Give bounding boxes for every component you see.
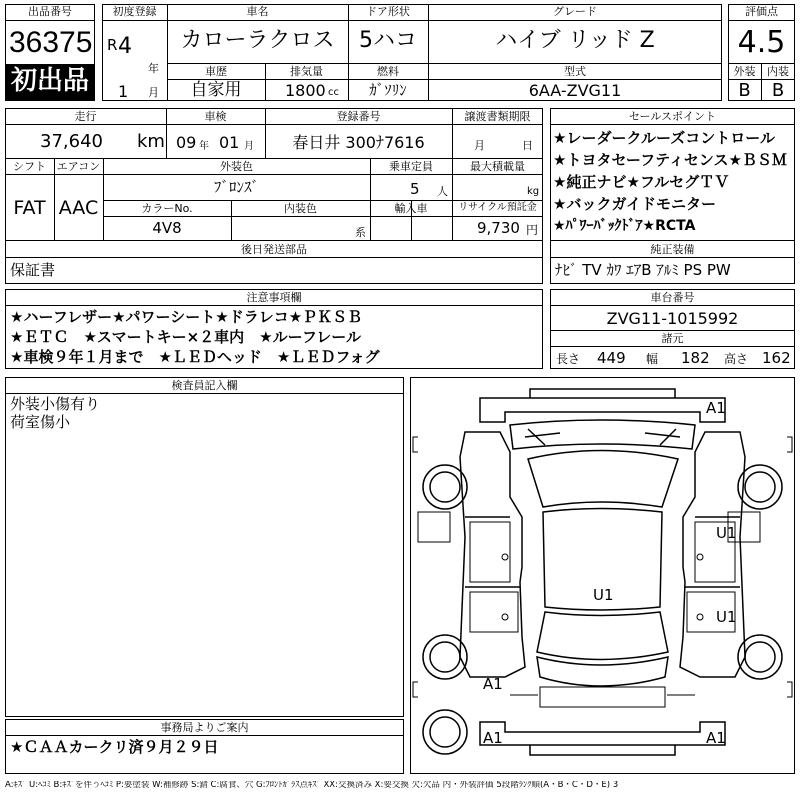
car-diagram [410, 377, 795, 774]
capacity-value: 5 [410, 180, 420, 198]
recycle-label: リサイクル預託金 [458, 202, 537, 213]
history-value: 自家用 [190, 80, 242, 100]
std-equipment-value: ﾅﾋﾞ TV ｶﾜ ｴｱB ｱﾙﾐ PS PW [555, 261, 731, 279]
inspection-month-unit: 月 [244, 141, 254, 152]
mark-a1-front-bumper: A1 [706, 399, 726, 417]
capacity-label: 乗車定員 [389, 160, 433, 173]
deadline-day-unit: 日 [522, 139, 533, 152]
width-value: 182 [681, 349, 710, 367]
int-color-sys: 系 [355, 226, 366, 239]
width-label: 幅 [646, 352, 659, 366]
interior-score: B [771, 80, 785, 101]
front-bumper-outline [480, 398, 725, 422]
lot-number-label: 出品番号 [28, 5, 72, 18]
door-type-label: ドア形状 [366, 5, 410, 18]
mileage-value: 37,640 [40, 131, 103, 152]
mark-a1-left-quarter: A1 [483, 675, 503, 693]
mark-u1-roof: U1 [593, 586, 614, 604]
first-sale-text: 初出品 [10, 66, 89, 96]
model-code: 6AA-ZVG11 [528, 81, 622, 100]
grade: ハイブ リッド Z [495, 28, 655, 53]
hood-outline [510, 420, 695, 449]
km-unit: km [137, 131, 165, 152]
chassis-no-label: 車台番号 [650, 291, 695, 304]
score-value: 4.5 [737, 25, 786, 60]
legend: A:ｷｽﾞ U:ﾍｺﾐ B:ｷｽﾞを伴うﾍｺﾐ P:要塗装 W:補修跡 S:錆 C:腐食、穴 G:ﾌﾛﾝﾄｶﾞﾗｽ点ｷｽﾞ XX:交換済み X:要交換 欠:欠品 内・外装評価 5段階ﾗﾝｸ順(A・B・C・D・E) 3 [5, 781, 619, 790]
shift-label: シフト [13, 160, 46, 173]
reg-no: 春日井 300ﾅ7616 [292, 133, 425, 152]
note-3: ★車検９年１月まで ★ＬＥＤヘッド ★ＬＥＤフォグ [10, 348, 380, 366]
aircon-value: AAC [58, 197, 99, 219]
color-no-label: カラーNo. [141, 202, 193, 215]
sales-point-3: ★純正ナビ★フルセグＴＶ [553, 173, 730, 191]
recycle-value: 9,730 [477, 219, 520, 237]
ext-color-value: ﾌﾞﾛﾝｽﾞ [213, 178, 259, 196]
kg-unit: kg [527, 186, 540, 197]
fuel-label: 燃料 [377, 65, 399, 78]
std-equipment-label: 純正装備 [650, 243, 695, 256]
car-name-label: 車名 [246, 5, 269, 18]
displacement-value: 1800 [285, 81, 326, 100]
sales-point-1: ★レーダークルーズコントロール [553, 129, 775, 147]
reg-no-label: 登録番号 [336, 110, 381, 123]
sales-point-5: ★ﾊﾟﾜｰﾊﾞｯｸﾄﾞｱ★RCTA [553, 218, 696, 234]
import-label: 輸入車 [394, 202, 428, 215]
chassis-no: ZVG11-1015992 [606, 309, 739, 328]
exterior-score: B [738, 80, 751, 101]
office-label: 事務局よりご案内 [160, 721, 249, 734]
inspection-year: 09 [176, 133, 197, 152]
ext-color-label: 外装色 [220, 160, 253, 173]
mark-a1-rear-bumper-left: A1 [483, 729, 503, 747]
model-code-label: 型式 [564, 65, 586, 78]
length-label: 長さ [556, 352, 581, 366]
reg-month: 1 [118, 82, 129, 101]
reg-year: 4 [118, 34, 132, 59]
height-label: 高さ [724, 352, 749, 366]
height-value: 162 [762, 349, 791, 367]
windshield-outline [528, 451, 678, 508]
grade-label: グレード [553, 5, 597, 18]
person-unit: 人 [437, 185, 448, 198]
notes-label: 注意事項欄 [246, 291, 302, 304]
yen-unit: 円 [526, 223, 539, 237]
fuel-value: ｶﾞｿﾘﾝ [369, 81, 407, 99]
mark-a1-rear-bumper-right: A1 [706, 729, 726, 747]
inspection-year-unit: 年 [199, 141, 209, 152]
inspection-month: 01 [219, 133, 240, 152]
note-2: ★ＥＴＣ ★スマートキー×２車内 ★ルーフレール [10, 328, 361, 346]
first-reg-label: 初度登録 [112, 5, 157, 18]
aircon-label: エアコン [56, 160, 101, 173]
deadline-month-unit: 月 [474, 139, 485, 152]
mileage-label: 走行 [74, 110, 97, 123]
note-1: ★ハーフレザー★パワーシート★ドラレコ★ＰＫＳＢ [10, 308, 363, 326]
history-label: 車歴 [205, 65, 227, 78]
int-color-label: 内装色 [284, 202, 317, 215]
rear-bumper-outline [480, 722, 725, 745]
mark-u1-right-rear-door: U1 [716, 608, 737, 626]
mark-u1-right-front-door: U1 [716, 524, 737, 542]
inspector-note-1: 外装小傷有り [10, 395, 101, 413]
year-unit: 年 [148, 62, 159, 75]
shift-value: FAT [13, 197, 46, 219]
interior-label: 内装 [767, 65, 789, 78]
sales-points-label: セールスポイント [628, 110, 716, 123]
sales-point-4: ★バックガイドモニター [553, 195, 716, 213]
door-type: 5ハコ [359, 28, 417, 53]
score-label: 評価点 [745, 5, 778, 18]
dimensions-label: 諸元 [661, 332, 684, 345]
later-parts-value: 保証書 [10, 261, 56, 279]
transfer-deadline-label: 譲渡書類期限 [464, 110, 531, 123]
inspector-note-2: 荷室傷小 [10, 413, 71, 431]
office-note: ★ＣＡＡカークリ済９月２９日 [10, 738, 219, 756]
color-no: 4V8 [152, 219, 182, 237]
lot-number: 36375 [9, 26, 93, 59]
month-unit: 月 [148, 86, 159, 99]
sales-point-2: ★トヨタセーフティセンス★ＢＳＭ [553, 151, 787, 169]
later-parts-label: 後日発送部品 [241, 243, 307, 256]
car-name: カローラクロス [180, 28, 335, 53]
displacement-label: 排気量 [290, 65, 323, 78]
exterior-label: 外装 [733, 65, 756, 78]
inspection-label: 車検 [204, 110, 227, 123]
cc-unit: cc [328, 87, 339, 98]
max-load-label: 最大積載量 [470, 160, 525, 173]
length-value: 449 [597, 349, 626, 367]
reg-era: R [107, 36, 118, 54]
inspector-label: 検査員記入欄 [171, 379, 238, 392]
